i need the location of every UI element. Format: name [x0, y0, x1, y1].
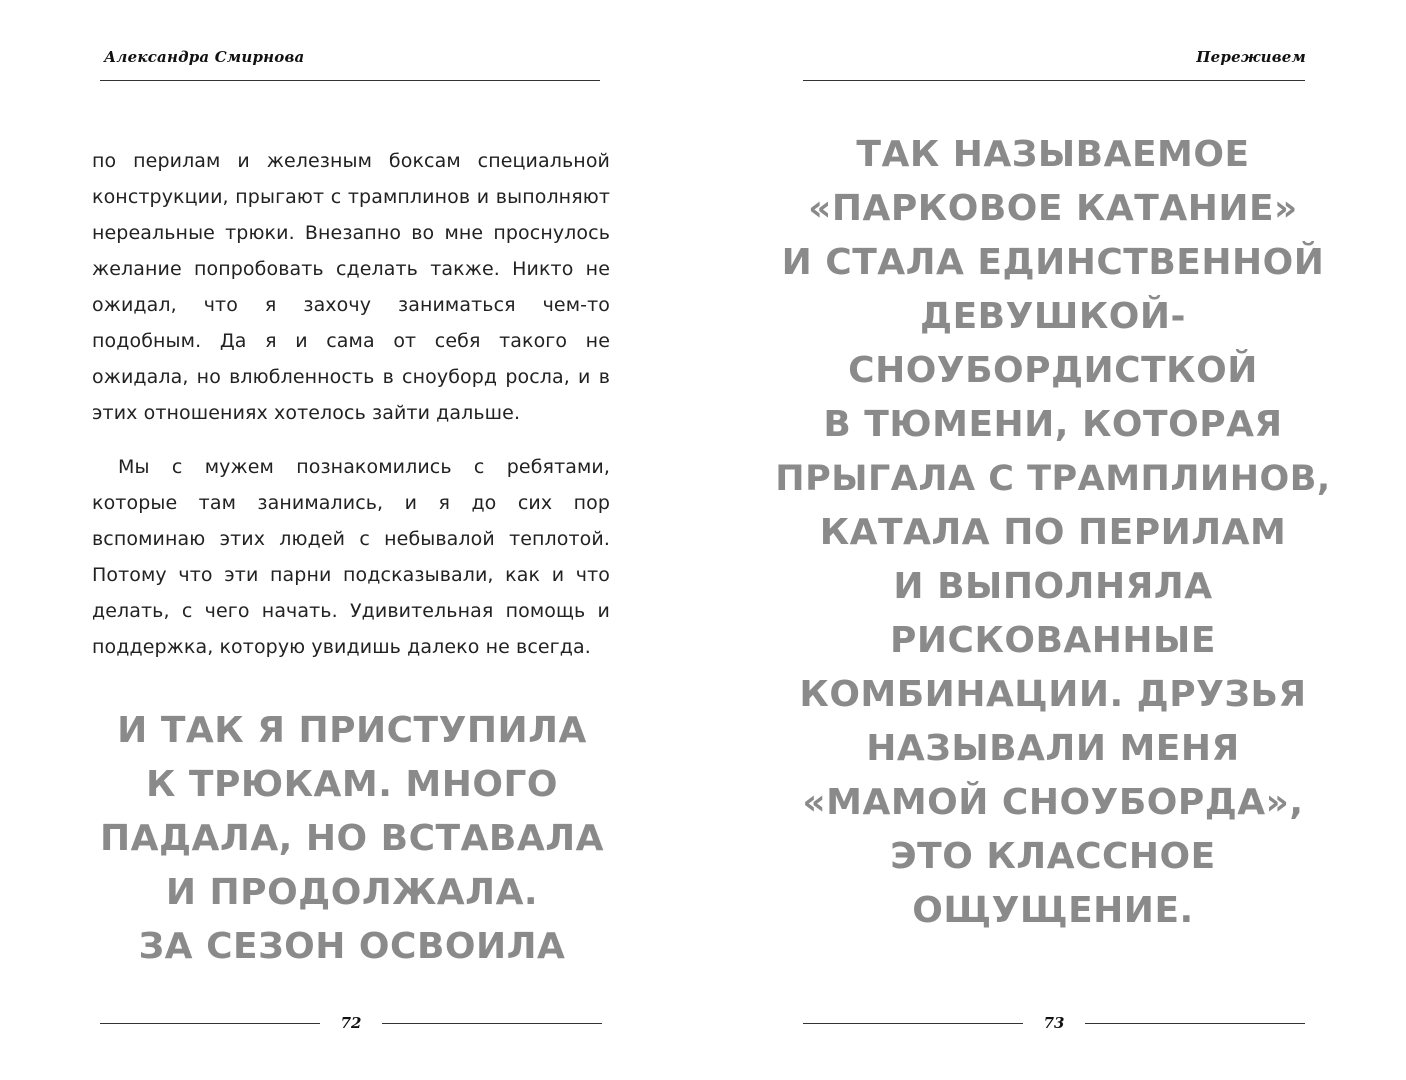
pull-quote-line: «МАМОЙ СНОУБОРДА», — [802, 782, 1304, 823]
body-text — [92, 143, 610, 665]
page-number: 72 — [340, 1014, 362, 1032]
pull-quote-line: КОМБИНАЦИИ. ДРУЗЬЯ — [799, 674, 1307, 715]
footer-rule — [382, 1023, 602, 1024]
pull-quote-line: И СТАЛА ЕДИНСТВЕННОЙ — [781, 242, 1325, 283]
footer-rule — [1085, 1023, 1305, 1024]
pull-quote — [92, 704, 612, 974]
pull-quote-line: ЭТО КЛАССНОЕ — [890, 836, 1216, 877]
pull-quote-line: И ПРОДОЛЖАЛА. — [165, 872, 539, 913]
running-head-author: Александра Смирнова — [104, 48, 305, 66]
pull-quote-line: ЗА СЕЗОН ОСВОИЛА — [138, 926, 566, 967]
page-footer — [803, 1010, 1305, 1036]
header-rule — [100, 80, 600, 81]
pull-quote-line: К ТРЮКАМ. МНОГО — [145, 764, 559, 805]
pull-quote-line: ТАК НАЗЫВАЕМОЕ — [856, 134, 1250, 175]
paragraph: Мы с мужем познакомились с ребятами, которые там занимались, и я до сих пор вспоминаю этих людей с небывалой теплотой. Потому что эти парни подсказывали, как и что делать, с чего начать. Удивительная помощь и поддержка, которую увидишь далеко не всегда. — [92, 456, 610, 658]
pull-quote-line: НАЗЫВАЛИ МЕНЯ — [866, 728, 1240, 769]
pull-quote-line: СНОУБОРДИСТКОЙ — [848, 350, 1258, 391]
pull-quote-line: ПРЫГАЛА С ТРАМПЛИНОВ, — [775, 459, 1331, 499]
page-number: 73 — [1043, 1014, 1065, 1032]
running-head-title: Переживем — [1196, 48, 1306, 66]
pull-quote-line: И ТАК Я ПРИСТУПИЛА — [117, 710, 587, 751]
pull-quote-line: ОЩУЩЕНИЕ. — [912, 890, 1194, 931]
pull-quote — [773, 128, 1333, 938]
pull-quote-line: РИСКОВАННЫЕ — [890, 620, 1216, 661]
header-rule — [803, 80, 1305, 81]
pull-quote-line: «ПАРКОВОЕ КАТАНИЕ» — [808, 188, 1298, 229]
pull-quote-line: И ВЫПОЛНЯЛА — [893, 566, 1213, 607]
paragraph: по перилам и железным боксам специальной конструкции, прыгают с трамплинов и выполняют нереальные трюки. Внезапно во мне проснулось желание попробовать сделать также. Никто не ожидал, что я захочу заниматься чем-то подобным. Да я и сама от себя такого не ожидала, но влюбленность в сноуборд росла, и в этих отношениях хотелось зайти дальше. — [92, 150, 610, 424]
pull-quote-line: КАТАЛА ПО ПЕРИЛАМ — [819, 512, 1287, 553]
pull-quote-line: В ТЮМЕНИ, КОТОРАЯ — [823, 404, 1283, 445]
pull-quote-line: ПАДАЛА, НО ВСТАВАЛА — [100, 818, 604, 859]
right-page — [703, 0, 1406, 1080]
page-footer — [100, 1010, 602, 1036]
pull-quote-line: ДЕВУШКОЙ- — [920, 296, 1186, 337]
